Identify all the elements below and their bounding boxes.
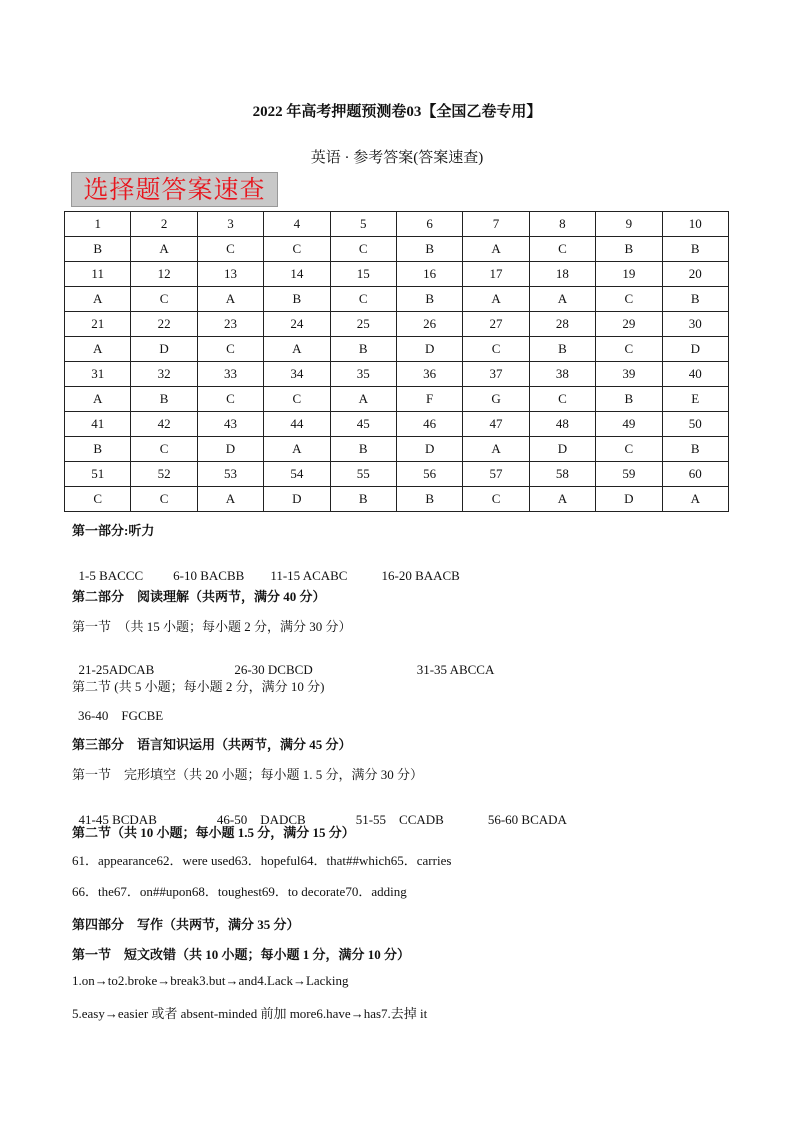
answer-cell: C [330, 237, 396, 262]
question-number-cell: 46 [396, 412, 462, 437]
answer-group: 31-35 ABCCA [416, 662, 495, 677]
answer-row [65, 487, 729, 512]
answer-cell: D [396, 337, 462, 362]
question-number-cell: 57 [463, 462, 529, 487]
answer-cell: A [264, 437, 330, 462]
answer-cell: E [662, 387, 728, 412]
question-number-cell: 43 [197, 412, 263, 437]
answer-group: 1-5 BACCC [78, 568, 144, 583]
question-number-cell: 51 [65, 462, 131, 487]
answer-cell: C [264, 237, 330, 262]
question-number-cell: 12 [131, 262, 197, 287]
question-number-cell: 38 [529, 362, 595, 387]
question-number-cell: 53 [197, 462, 263, 487]
question-number-cell: 9 [596, 212, 662, 237]
question-number-cell: 26 [396, 312, 462, 337]
question-number-cell: 10 [662, 212, 728, 237]
answer-group: 56-60 BCADA [487, 812, 567, 827]
question-number-cell: 32 [131, 362, 197, 387]
question-number-cell: 48 [529, 412, 595, 437]
question-number-row [65, 312, 729, 337]
question-number-row [65, 212, 729, 237]
question-number-cell: 35 [330, 362, 396, 387]
part4-sec1-line2: 5.easy→easier 或者 absent-minded 前加 more6.have→has7.去掉 it [72, 1006, 428, 1021]
question-number-cell: 25 [330, 312, 396, 337]
question-number-cell: 31 [65, 362, 131, 387]
answer-cell: C [529, 237, 595, 262]
question-number-cell: 41 [65, 412, 131, 437]
question-number-cell: 2 [131, 212, 197, 237]
answer-cell: B [330, 337, 396, 362]
part2-sec1-answers [72, 646, 494, 678]
answer-group: 46-50 DADCB [216, 812, 306, 827]
question-number-cell: 3 [197, 212, 263, 237]
answer-cell: A [65, 387, 131, 412]
question-number-cell: 55 [330, 462, 396, 487]
answer-cell: B [65, 437, 131, 462]
question-number-row [65, 362, 729, 387]
question-number-cell: 21 [65, 312, 131, 337]
answer-cell: A [264, 337, 330, 362]
question-number-cell: 52 [131, 462, 197, 487]
answer-cell: A [662, 487, 728, 512]
question-number-row [65, 412, 729, 437]
page-subtitle: 英语 · 参考答案(答案速查) [310, 150, 484, 166]
answer-row [65, 387, 729, 412]
question-number-cell: 24 [264, 312, 330, 337]
answer-cell: C [330, 287, 396, 312]
answer-cell: B [662, 437, 728, 462]
part3-sec2-line2: 66．the67．on##upon68．toughest69．to decorate70．adding [72, 884, 407, 899]
part2-sec2-answers: 36-40 FGCBE [78, 708, 164, 723]
answer-table [64, 211, 729, 512]
answer-row [65, 237, 729, 262]
answer-cell: A [529, 487, 595, 512]
question-number-cell: 16 [396, 262, 462, 287]
answer-cell: A [65, 337, 131, 362]
question-number-cell: 44 [264, 412, 330, 437]
question-number-cell: 30 [662, 312, 728, 337]
answer-cell: C [131, 437, 197, 462]
answer-cell: A [131, 237, 197, 262]
answer-cell: A [197, 287, 263, 312]
answer-cell: B [330, 487, 396, 512]
answer-cell: D [197, 437, 263, 462]
question-number-cell: 17 [463, 262, 529, 287]
answer-cell: C [264, 387, 330, 412]
question-number-cell: 60 [662, 462, 728, 487]
answer-group: 6-10 BACBB [173, 568, 245, 583]
answer-group: 16-20 BAACB [381, 568, 460, 583]
answer-cell: A [197, 487, 263, 512]
question-number-cell: 13 [197, 262, 263, 287]
answer-row [65, 437, 729, 462]
part3-sec2-title: 第二节（共 10 小题；每小题 1.5 分，满分 15 分） [72, 825, 355, 840]
question-number-cell: 45 [330, 412, 396, 437]
part3-sec2-line1: 61．appearance62．were used63．hopeful64．that##which65．carries [72, 853, 452, 868]
answer-group: 21-25ADCAB [78, 662, 155, 677]
answer-cell: B [264, 287, 330, 312]
question-number-cell: 42 [131, 412, 197, 437]
answer-group: 11-15 ACABC [270, 568, 348, 583]
part3-title: 第三部分 语言知识运用（共两节，满分 45 分） [72, 737, 352, 752]
answer-cell: A [529, 287, 595, 312]
answer-cell: C [131, 287, 197, 312]
part2-title: 第二部分 阅读理解（共两节，满分 40 分） [72, 589, 326, 604]
answer-cell: A [463, 437, 529, 462]
question-number-cell: 27 [463, 312, 529, 337]
answer-cell: C [463, 487, 529, 512]
question-number-row [65, 262, 729, 287]
question-number-cell: 50 [662, 412, 728, 437]
answer-cell: B [662, 237, 728, 262]
answer-group: 51-55 CCADB [355, 812, 444, 827]
answer-cell: B [131, 387, 197, 412]
answer-cell: C [197, 337, 263, 362]
answer-cell: C [529, 387, 595, 412]
answer-cell: A [463, 237, 529, 262]
question-number-cell: 58 [529, 462, 595, 487]
question-number-cell: 11 [65, 262, 131, 287]
question-number-cell: 14 [264, 262, 330, 287]
answer-cell: B [596, 387, 662, 412]
question-number-cell: 54 [264, 462, 330, 487]
question-number-cell: 28 [529, 312, 595, 337]
answer-cell: D [131, 337, 197, 362]
answer-cell: B [662, 287, 728, 312]
question-number-cell: 40 [662, 362, 728, 387]
answer-cell: B [65, 237, 131, 262]
question-number-cell: 34 [264, 362, 330, 387]
answer-cell: B [529, 337, 595, 362]
question-number-cell: 1 [65, 212, 131, 237]
answer-cell: B [396, 287, 462, 312]
question-number-cell: 59 [596, 462, 662, 487]
part4-sec1-line1: 1.on→to2.broke→break3.but→and4.Lack→Lacking [72, 973, 349, 988]
answer-cell: C [65, 487, 131, 512]
question-number-cell: 37 [463, 362, 529, 387]
answer-group: 26-30 DCBCD [234, 662, 313, 677]
answer-cell: C [596, 337, 662, 362]
question-number-cell: 29 [596, 312, 662, 337]
answer-cell: D [529, 437, 595, 462]
question-number-cell: 20 [662, 262, 728, 287]
question-number-cell: 19 [596, 262, 662, 287]
answer-cell: C [131, 487, 197, 512]
answer-row [65, 337, 729, 362]
question-number-cell: 47 [463, 412, 529, 437]
question-number-cell: 6 [396, 212, 462, 237]
question-number-cell: 18 [529, 262, 595, 287]
question-number-cell: 39 [596, 362, 662, 387]
answer-cell: B [396, 487, 462, 512]
part3-sec1-title: 第一节 完形填空（共 20 小题；每小题 1. 5 分，满分 30 分） [72, 767, 424, 782]
part2-sec2-title: 第二节 (共 5 小题；每小题 2 分，满分 10 分) [72, 679, 325, 694]
answer-cell: A [463, 287, 529, 312]
answer-cell: B [396, 237, 462, 262]
answer-cell: B [596, 237, 662, 262]
answer-cell: G [463, 387, 529, 412]
answer-cell: A [330, 387, 396, 412]
answer-cell: F [396, 387, 462, 412]
answer-cell: D [396, 437, 462, 462]
answer-cell: B [330, 437, 396, 462]
question-number-cell: 36 [396, 362, 462, 387]
answer-cell: D [662, 337, 728, 362]
answer-group: 41-45 BCDAB [78, 812, 157, 827]
question-number-cell: 22 [131, 312, 197, 337]
part4-sec1-title: 第一节 短文改错（共 10 小题；每小题 1 分，满分 10 分） [72, 947, 411, 962]
part4-title: 第四部分 写作（共两节，满分 35 分） [72, 917, 300, 932]
answer-banner: 选择题答案速查 [71, 172, 278, 207]
question-number-cell: 4 [264, 212, 330, 237]
question-number-cell: 5 [330, 212, 396, 237]
answer-cell: C [596, 437, 662, 462]
question-number-cell: 33 [197, 362, 263, 387]
page-title: 2022 年高考押题预测卷03【全国乙卷专用】 [252, 104, 542, 120]
question-number-row [65, 462, 729, 487]
part2-sec1-title: 第一节 （共 15 小题；每小题 2 分，满分 30 分） [72, 619, 352, 634]
question-number-cell: 8 [529, 212, 595, 237]
answer-row [65, 287, 729, 312]
question-number-cell: 23 [197, 312, 263, 337]
answer-cell: C [197, 237, 263, 262]
question-number-cell: 15 [330, 262, 396, 287]
part1-title: 第一部分:听力 [72, 523, 155, 538]
answer-cell: C [596, 287, 662, 312]
answer-cell: C [197, 387, 263, 412]
answer-cell: D [264, 487, 330, 512]
answer-cell: C [463, 337, 529, 362]
answer-cell: A [65, 287, 131, 312]
question-number-cell: 56 [396, 462, 462, 487]
part1-answers [72, 552, 460, 584]
question-number-cell: 49 [596, 412, 662, 437]
answer-cell: D [596, 487, 662, 512]
question-number-cell: 7 [463, 212, 529, 237]
